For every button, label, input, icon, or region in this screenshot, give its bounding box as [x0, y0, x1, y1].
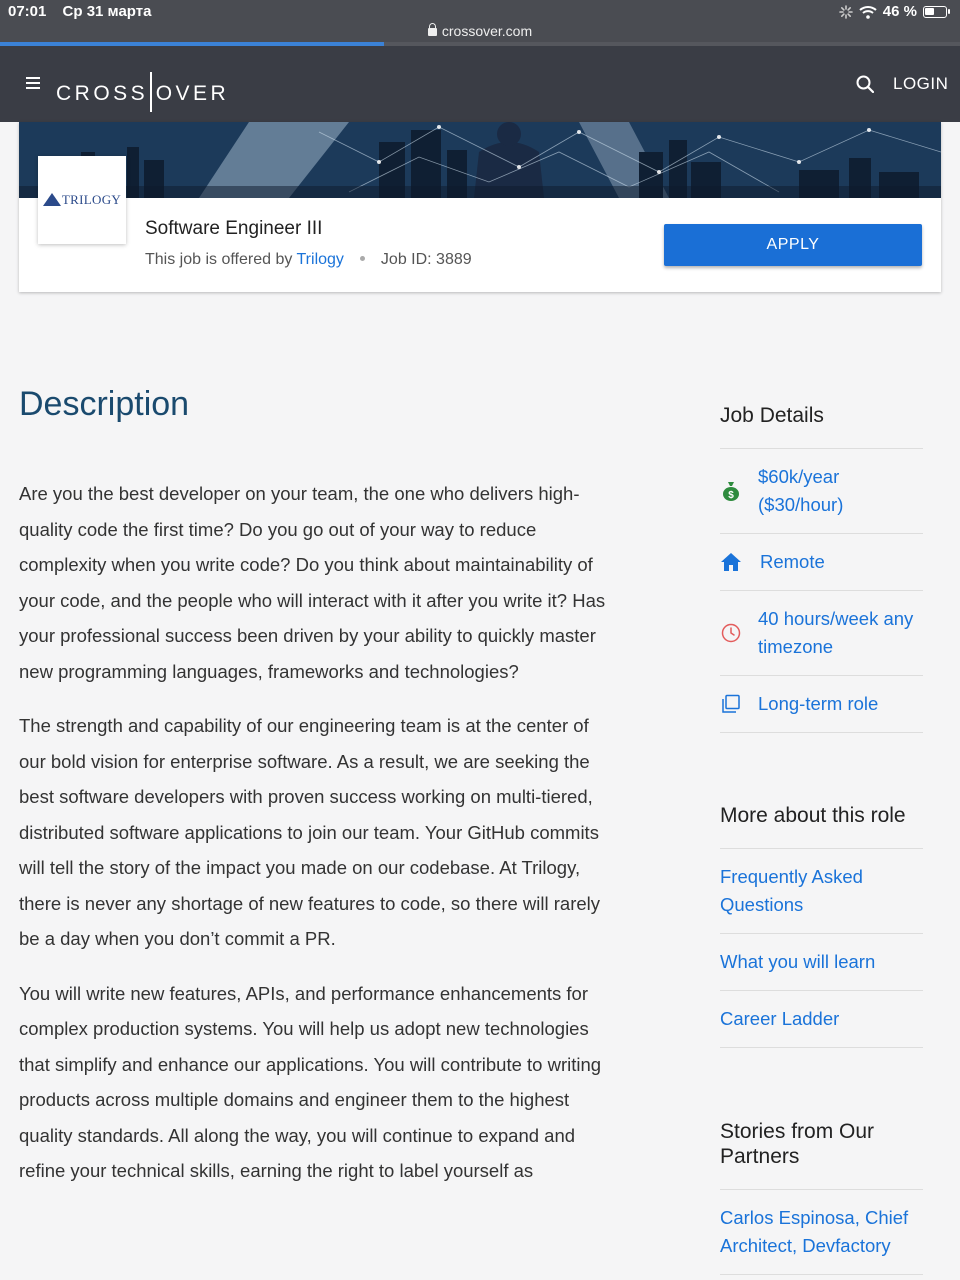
faq-link[interactable]: Frequently Asked Questions — [720, 849, 923, 934]
description-paragraph: You will write new features, APIs, and performance enhancements for complex production systems. You will help us adopt new technologies that simplify and enhance our applications. You will contribute to writing products across multiple domains and engineer them to the highest quality standards. All along the way, you will continue to expand and refine your technical skills, earning the right to label yourself as — [19, 982, 602, 1181]
trilogy-logo-icon — [43, 193, 61, 206]
job-title: Software Engineer III — [145, 218, 323, 239]
job-detail-term[interactable]: Long-term role — [720, 676, 923, 733]
lock-icon — [428, 28, 437, 36]
site-header — [0, 46, 960, 122]
what-you-will-learn-link[interactable]: What you will learn — [720, 934, 923, 991]
job-meta: This job is offered by Trilogy Job ID: 3889 — [145, 251, 472, 268]
login-button[interactable]: LOGIN — [893, 74, 949, 93]
more-about-heading: More about this role — [720, 804, 906, 827]
menu-icon[interactable] — [26, 77, 40, 89]
description-paragraph: The strength and capability of our engineering team is at the center of our bold vision for enterprise software. As a result, we are seeking the best software developers with proven success working on multi-tiered, distributed software applications to join our team. Your GitHub commits will tell the story of the impact you made on our codebase. At Trilogy, there is never any shortage of new features to code, so there will rarely be a day when you don’t commit a PR. — [19, 715, 600, 949]
apply-button[interactable]: APPLY — [664, 224, 922, 266]
story-link[interactable]: Carlos Espinosa, Chief Architect, Devfactory — [720, 1190, 923, 1275]
job-details-heading: Job Details — [720, 404, 824, 427]
wifi-icon — [859, 5, 877, 19]
job-header-card — [19, 122, 941, 292]
status-date: Ср 31 марта — [62, 3, 152, 20]
svg-text:$: $ — [728, 490, 734, 501]
job-detail-salary[interactable]: $ $60k/year ($30/hour) — [720, 449, 923, 534]
loading-spinner-icon — [839, 5, 853, 19]
money-bag-icon — [720, 480, 742, 502]
job-detail-hours[interactable]: 40 hours/week any timezone — [720, 591, 923, 676]
company-logo[interactable]: TRILOGY — [38, 156, 126, 244]
company-link[interactable]: Trilogy — [296, 251, 344, 268]
description-heading: Description — [19, 385, 190, 423]
job-id: Job ID: 3889 — [380, 251, 472, 268]
description-body — [19, 476, 619, 1208]
battery-icon — [923, 6, 947, 18]
url-text: crossover.com — [441, 23, 533, 39]
job-detail-location[interactable]: Remote — [720, 534, 923, 591]
status-time: 07:01 — [8, 3, 47, 20]
search-icon[interactable] — [856, 75, 874, 93]
home-icon — [720, 551, 742, 573]
stories-panel — [720, 1119, 923, 1275]
job-banner-image — [19, 122, 941, 198]
description-paragraph: Are you the best developer on your team, the one who delivers high-quality code the first time? Do you go out of your way to reduce complexity when you write code? Do you think about maintainability of your code, and the people who will interact with it after you write it? Has your professional success been driven by your ability to quickly master new programming languages, frameworks and technologies? — [19, 483, 606, 682]
crossover-logo[interactable]: CROSS OVER — [56, 74, 229, 114]
browser-status-bar — [0, 0, 960, 46]
battery-percent: 46 % — [882, 3, 917, 20]
career-ladder-link[interactable]: Career Ladder — [720, 991, 923, 1048]
copy-icon — [720, 693, 742, 715]
status-time-date — [8, 3, 163, 20]
more-about-panel — [720, 804, 923, 1048]
stories-heading: Stories from Our Partners — [720, 1120, 875, 1168]
job-details-panel — [720, 404, 923, 733]
address-bar[interactable] — [0, 23, 960, 39]
clock-icon — [720, 622, 742, 644]
status-indicators — [839, 3, 950, 20]
